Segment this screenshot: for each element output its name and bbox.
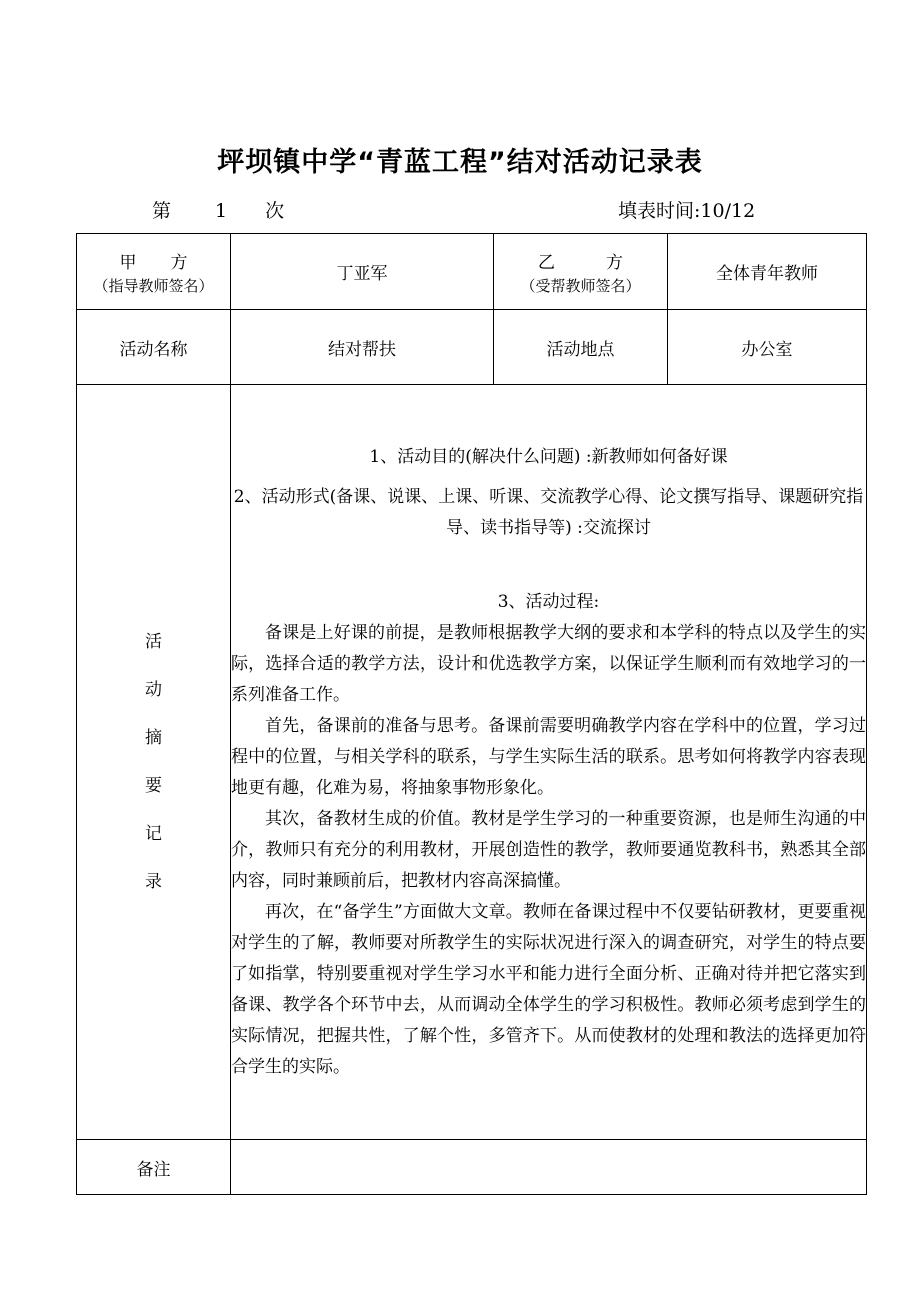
summary-label-char: 活 (145, 632, 162, 652)
session-number: 1 (215, 200, 228, 222)
process-paragraph: 再次，在“备学生”方面做大文章。教师在备课过程中不仅要钻研教材，更要重视对学生的了解，教师要对所教学生的实际状况进行深入的调查研究，对学生的特点要了如指掌，特别要重视对学生学习水平和能力进行全面分析、正确对待并把它落实到备课、教学各个环节中去，从而调动全体学生的学习积极性。教师必须考虑到学生的实际情况，把握共性，了解个性，多管齐下。从而使教材的处理和教法的选择更加符合学生的实际。 (231, 901, 866, 1077)
summary-label-char: 记 (145, 824, 162, 844)
activity-place-value: 办公室 (668, 310, 867, 385)
fill-time: 填表时间:10/12 (618, 200, 756, 222)
activity-name-label: 活动名称 (77, 310, 231, 385)
party-a-sub-label: （指导教师签名） (93, 276, 214, 295)
remarks-row (77, 1140, 867, 1195)
activity-form: 2、活动形式(备课、说课、上课、听课、交流教学心得、论文撰写指导、课题研究指导、读书指导等) :交流探讨 (233, 486, 864, 538)
summary-row (77, 385, 867, 1140)
party-a-value: 丁亚军 (231, 234, 494, 310)
activity-place-label: 活动地点 (494, 310, 668, 385)
process-paragraph: 其次，备教材生成的价值。教材是学生学习的一种重要资源，也是师生沟通的中介，教师只有充分的利用教材，开展创造性的教学，教师要通览教科书，熟悉其全部内容，同时兼顾前后，把教材内容高深搞懂。 (231, 808, 866, 891)
activity-goal: 1、活动目的(解决什么问题) :新教师如何备好课 (369, 446, 728, 467)
summary-label-char: 动 (145, 680, 162, 700)
party-a-label-cell (77, 234, 231, 310)
activity-name-value: 结对帮扶 (231, 310, 494, 385)
party-row (77, 234, 867, 310)
session-count (152, 196, 284, 223)
summary-label-cell (77, 385, 231, 1140)
party-b-label-cell (494, 234, 668, 310)
remarks-label: 备注 (77, 1140, 231, 1195)
summary-label (77, 618, 230, 906)
process-paragraph: 首先，备课前的准备与思考。备课前需要明确教学内容在学科中的位置，学习过程中的位置，与相关学科的联系，与学生实际生活的联系。思考如何将教学内容表现地更有趣，化难为易，将抽象事物形象化。 (231, 715, 866, 798)
activity-process-heading: 3、活动过程: (497, 591, 600, 612)
remarks-value (231, 1140, 867, 1195)
process-paragraph: 备课是上好课的前提，是教师根据教学大纲的要求和本学科的特点以及学生的实际，选择合适的教学方法，设计和优选教学方案，以保证学生顺利而有效地学习的一系列准备工作。 (231, 622, 866, 705)
summary-content (231, 385, 867, 1140)
activity-row (77, 310, 867, 385)
record-table (76, 233, 867, 1195)
session-suffix: 次 (265, 200, 285, 222)
summary-label-char: 摘 (145, 728, 162, 748)
party-b-label: 乙 方 (538, 252, 623, 273)
summary-label-char: 要 (145, 776, 162, 796)
party-a-label: 甲 方 (119, 252, 188, 273)
party-b-sub-label: （受帮教师签名） (520, 276, 641, 295)
summary-label-char: 录 (145, 872, 162, 892)
page-title: 坪坝镇中学“青蓝工程”结对活动记录表 (217, 147, 703, 178)
party-b-value: 全体青年教师 (668, 234, 867, 310)
session-prefix: 第 (152, 200, 172, 222)
